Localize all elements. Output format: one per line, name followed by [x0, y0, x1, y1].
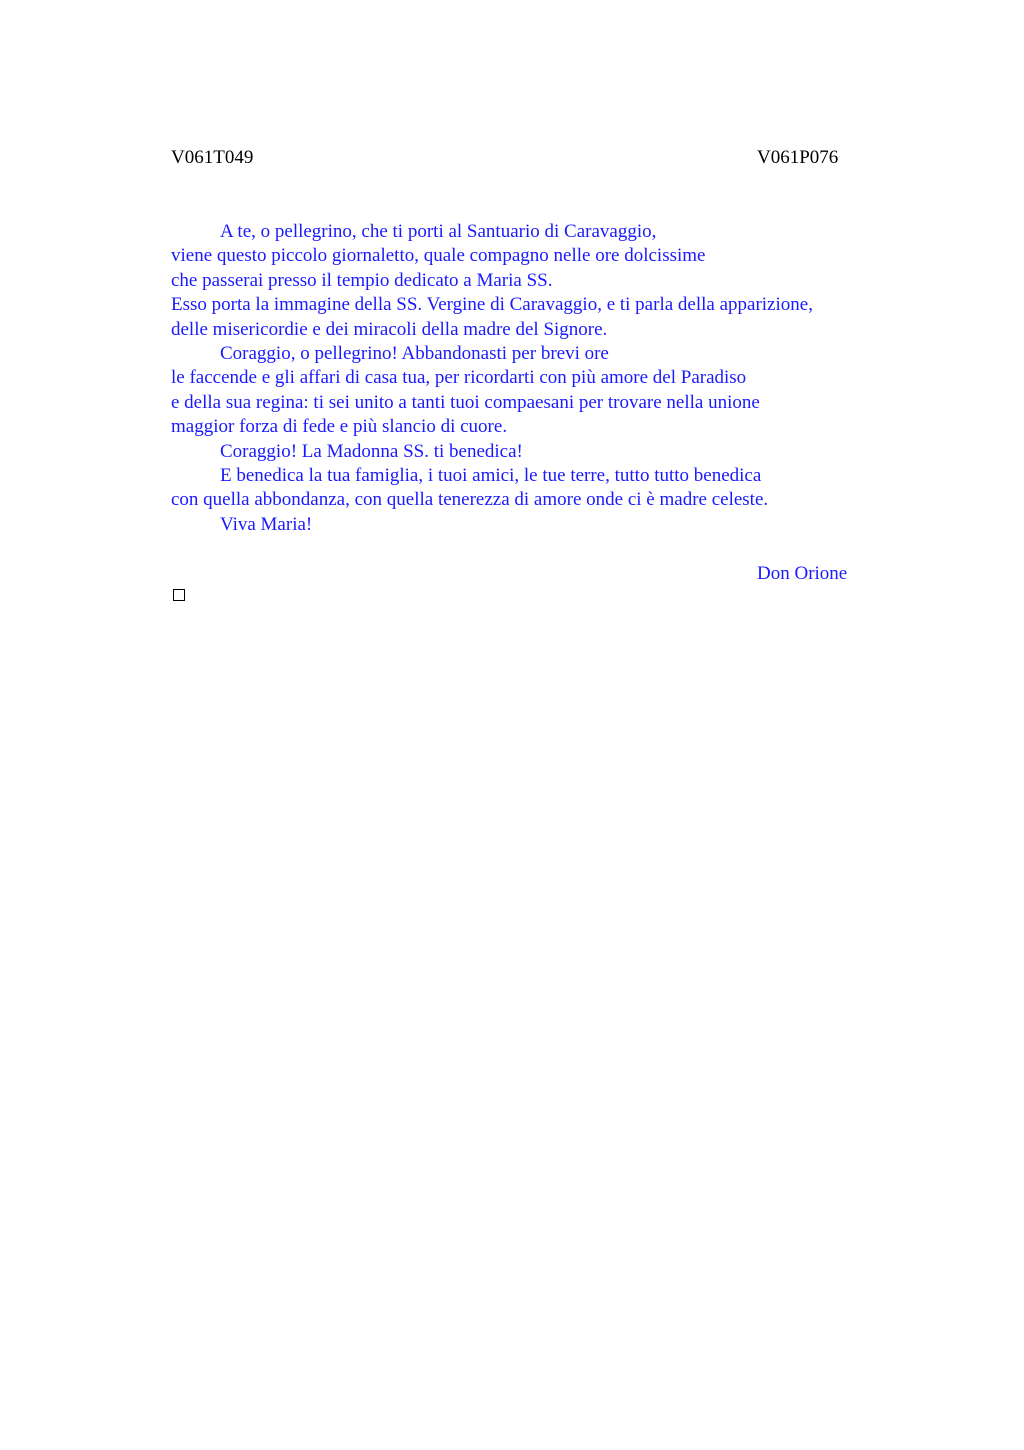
body-line: Esso porta la immagine della SS. Vergine di Caravaggio, e ti parla della apparizione, — [171, 294, 813, 316]
letter-body — [171, 220, 891, 537]
body-line: che passerai presso il tempio dedicato a Maria SS. — [171, 269, 553, 291]
body-line: Coraggio, o pellegrino! Abbandonasti per brevi ore — [220, 343, 609, 365]
body-line: Viva Maria! — [220, 513, 313, 535]
body-line: viene questo piccolo giornaletto, quale compagno nelle ore dolcissime — [171, 245, 706, 267]
body-line: con quella abbondanza, con quella tenerezza di amore onde ci è madre celeste. — [171, 489, 769, 511]
document-code-right: V061P076 — [757, 147, 839, 168]
body-line: maggior forza di fede e più slancio di cuore. — [171, 416, 508, 438]
body-line: le faccende e gli affari di casa tua, per ricordarti con più amore del Paradiso — [171, 367, 747, 389]
body-line: A te, o pellegrino, che ti porti al Santuario di Caravaggio, — [220, 221, 657, 242]
signature: Don Orione — [757, 563, 848, 584]
body-line: e della sua regina: ti sei unito a tanti tuoi compaesani per trovare nella unione — [171, 391, 760, 413]
body-line: delle misericordie e dei miracoli della madre del Signore. — [171, 318, 608, 340]
body-line: E benedica la tua famiglia, i tuoi amici, le tue terre, tutto tutto benedica — [220, 465, 762, 487]
body-line: Coraggio! La Madonna SS. ti benedica! — [220, 440, 523, 462]
document-code-left: V061T049 — [171, 147, 254, 168]
square-outline-icon — [173, 589, 185, 601]
